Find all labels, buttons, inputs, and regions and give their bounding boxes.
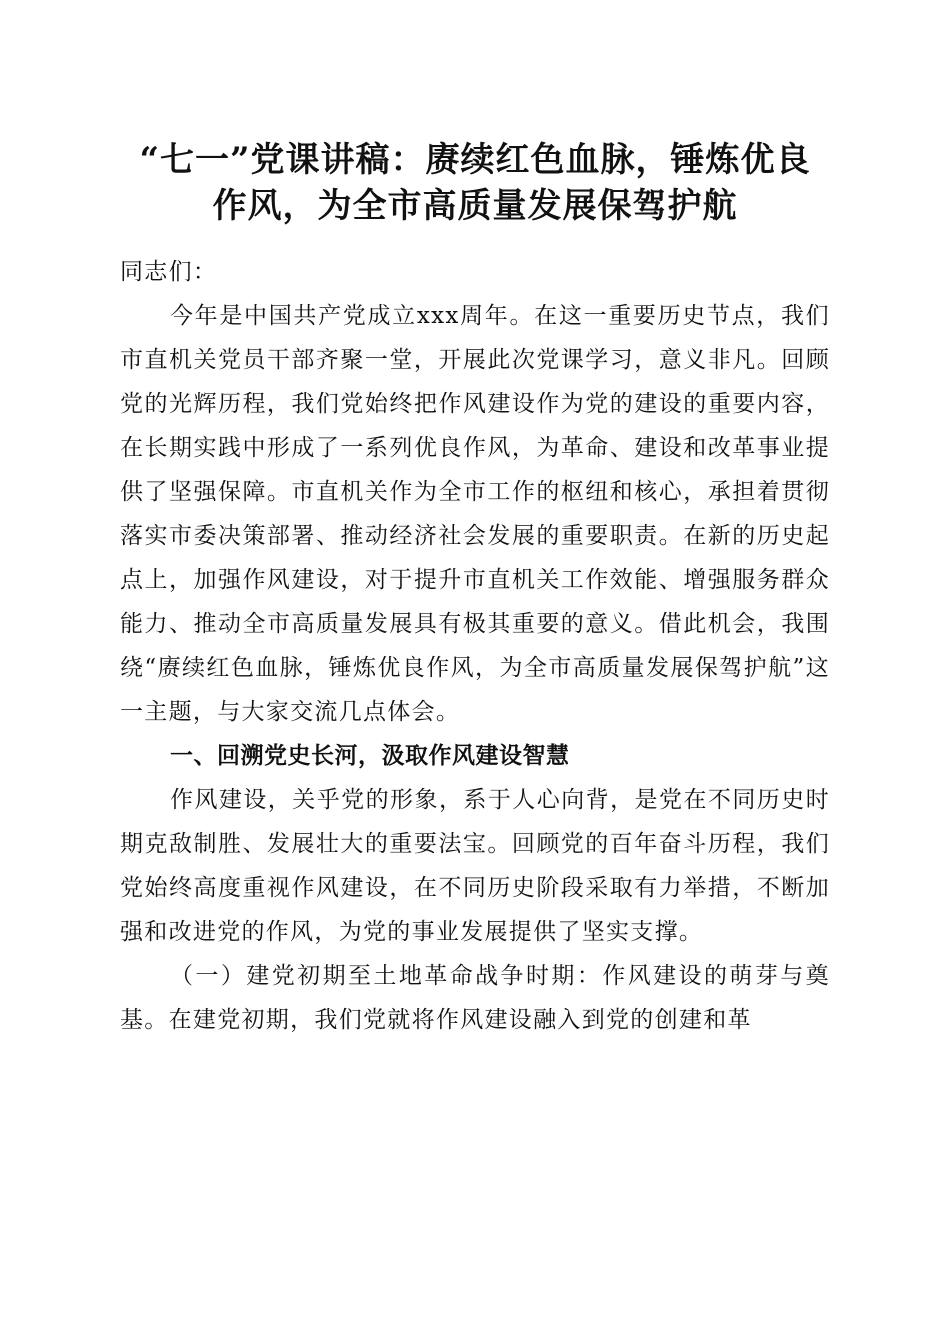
subsection-1-heading: （一）建党初期至土地革命战争时期：作风建设的萌芽与奠基。 — [120, 963, 830, 1033]
document-body — [120, 250, 830, 1042]
section-1-heading: 一、回溯党史长河，汲取作风建设智慧 — [170, 743, 570, 769]
subsection-1-text: 在建党初期，我们党就将作风建设融入到党的创建和革 — [168, 1007, 752, 1033]
intro-paragraph: 今年是中国共产党成立xxx周年。在这一重要历史节点，我们市直机关党员干部齐聚一堂，开展此次党课学习，意义非凡。回顾党的光辉历程，我们党始终把作风建设作为党的建设的重要内容，在长期实践中形成了一系列优良作风，为革命、建设和改革事业提供了坚强保障。市直机关作为全市工作的枢纽和核心，承担着贯彻落实市委决策部署、推动经济社会发展的重要职责。在新的历史起点上，加强作风建设，对于提升市直机关工作效能、增强服务群众能力、推动全市高质量发展具有极其重要的意义。借此机会，我围绕“赓续红色血脉，锤炼优良作风，为全市高质量发展保驾护航”这一主题，与大家交流几点体会。 — [120, 303, 830, 725]
section-1-paragraph: 作风建设，关乎党的形象，系于人心向背，是党在不同历史时期克敌制胜、发展壮大的重要法宝。回顾党的百年奋斗历程，我们党始终高度重视作风建设，在不同历史阶段采取有力举措，不断加强和改进党的作风，为党的事业发展提供了坚实支撑。 — [120, 787, 830, 945]
document-title-line-2: 作风，为全市高质量发展保驾护航 — [212, 186, 738, 226]
subsection-1-paragraph — [120, 954, 830, 1042]
salutation: 同志们： — [120, 259, 218, 285]
document-title-line-1: “七一”党课讲稿：赓续红色血脉，锤炼优良 — [139, 140, 811, 180]
